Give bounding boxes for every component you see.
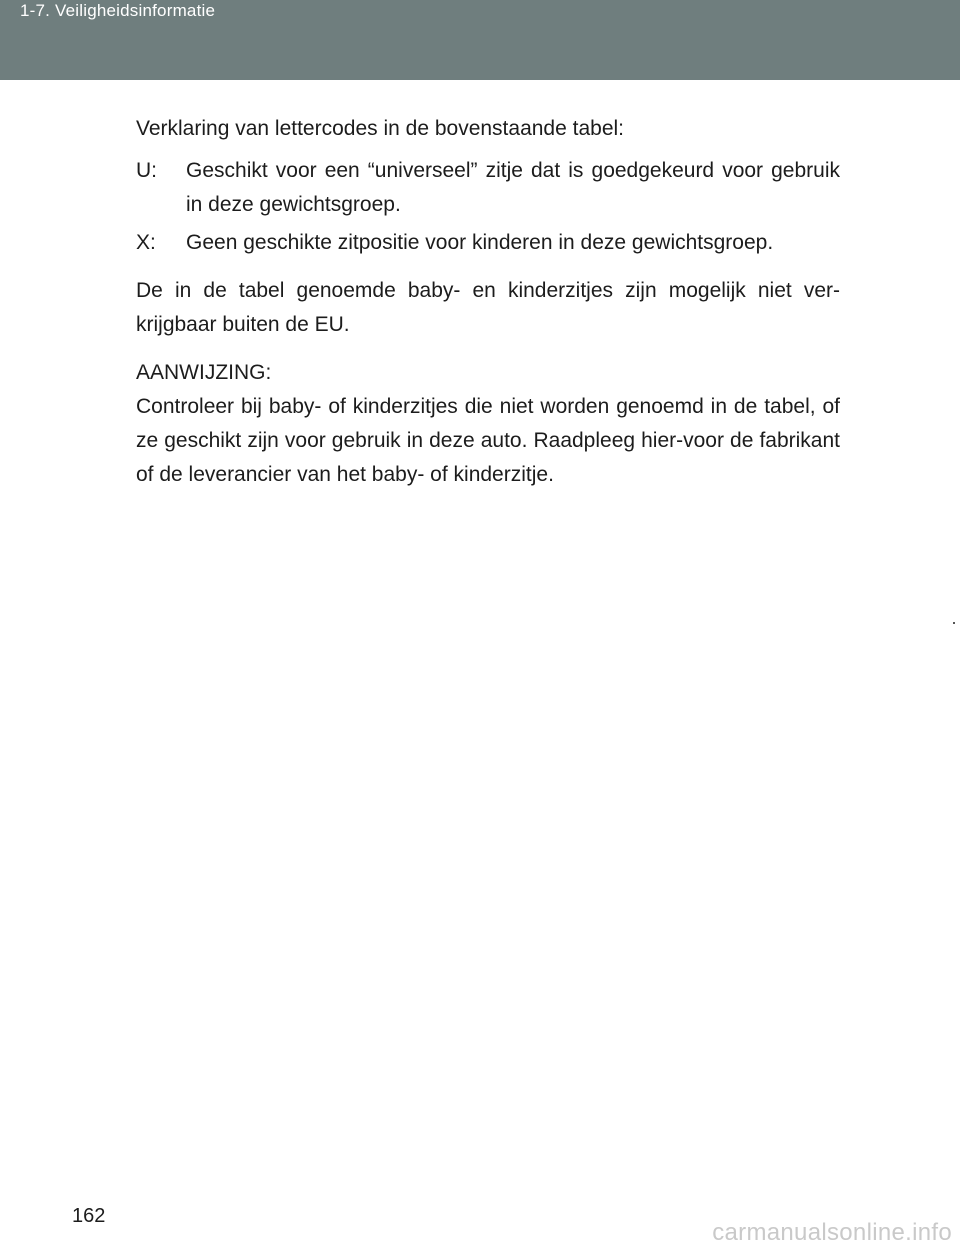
margin-mark — [953, 622, 955, 624]
legend-intro: Verklaring van lettercodes in de bovenstaande tabel: — [136, 117, 624, 140]
legend-code: U: — [136, 159, 157, 182]
section-title: 1-7. Veiligheidsinformatie — [20, 1, 216, 20]
section-header-bar — [0, 0, 960, 80]
legend-text: Geschikt voor een “universeel” zitje dat is goedgekeurd voor gebruik in deze gewichtsgroep. — [186, 159, 840, 216]
page-content — [136, 112, 840, 492]
page-number: 162 — [72, 1205, 106, 1227]
watermark-text: carmanualsonline.info — [712, 1219, 952, 1246]
legend-item-x — [136, 226, 840, 260]
note-title: AANWIJZING: — [136, 361, 272, 384]
legend-text: Geen geschikte zitpositie voor kinderen in deze gewichtsgroep. — [186, 231, 774, 254]
availability-paragraph: De in de tabel genoemde baby- en kinderzitjes zijn mogelijk niet ver-krijgbaar buiten de EU. — [136, 279, 840, 336]
legend-item-u — [136, 154, 840, 222]
note-paragraph: Controleer bij baby- of kinderzitjes die niet worden genoemd in de tabel, of ze geschikt zijn voor gebruik in deze auto. Raadpleeg hier-voor de fabrikant of de leverancier van het baby- of kinderzitje. — [136, 395, 840, 486]
legend-code: X: — [136, 231, 156, 254]
